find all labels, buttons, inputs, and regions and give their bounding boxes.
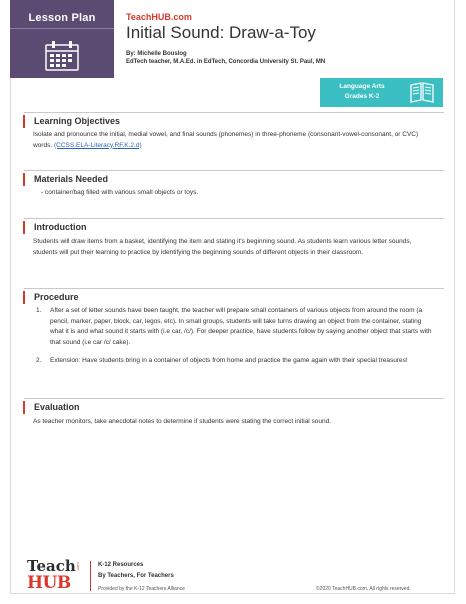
step-text: After a set of letter sounds have been taught, the teacher will prepare small containers of various objects from around the room (a pencil, marker, paper, block, car, legos, etc). In small groups, students will take turns drawing an object from the container, stating what it is and what sound it starts with (i.e car, /c/). For deeper practice, have students follow by saying another object that starts with that sound (i.e car /c/ cake). xyxy=(50,307,432,346)
step-number: 1. xyxy=(36,307,42,314)
section-accent-bar xyxy=(23,115,25,128)
logo-com: .com xyxy=(75,562,80,571)
standard-link[interactable]: (CCSS.ELA-Literacy.RF.K.2.d) xyxy=(53,141,142,149)
footer-tagline-1: K-12 Resources xyxy=(98,562,144,568)
grade-level: Grades K-2 xyxy=(344,93,380,100)
step-number: 2. xyxy=(36,357,42,364)
introduction-heading: Introduction xyxy=(34,222,87,232)
calendar-icon xyxy=(44,40,80,72)
procedure-step xyxy=(36,356,434,367)
logo-teach: Teach xyxy=(27,557,76,575)
evaluation-text: As teacher monitors, take anecdotal notes to determine if students were stating the correct initial sound. xyxy=(33,418,332,425)
procedure-heading: Procedure xyxy=(34,292,79,302)
objectives-section-header xyxy=(24,112,444,127)
author-role: EdTech teacher, M.A.Ed. in EdTech, Concordia University St. Paul, MN xyxy=(126,59,326,65)
subject-name: Language Arts xyxy=(339,83,385,90)
objectives-heading: Learning Objectives xyxy=(34,116,121,126)
page-title: Initial Sound: Draw-a-Toy xyxy=(126,23,316,42)
subject-text xyxy=(322,82,402,102)
teachhub-logo xyxy=(27,557,85,595)
evaluation-section-header xyxy=(24,398,444,413)
tab-label: Lesson Plan xyxy=(28,12,96,24)
section-accent-bar xyxy=(23,401,25,414)
book-icon xyxy=(409,81,435,103)
evaluation-heading: Evaluation xyxy=(34,402,80,412)
subject-badge xyxy=(320,78,443,107)
brand-name: TeachHUB.com xyxy=(126,12,192,22)
introduction-text: Students will draw items from a basket, identifying the item and stating it's beginning sound. As students learn various letter sounds, students will put their learning to practice by identifying the beginning sounds of different objects in their classroom. xyxy=(33,238,412,256)
materials-item: - container/bag filled with various small objects or toys. xyxy=(41,189,199,196)
section-accent-bar xyxy=(23,173,25,186)
objectives-description: Isolate and pronounce the initial, medial vowel, and final sounds (phonemes) in three-phoneme (consonant-vowel-consonant, or CVC) words. xyxy=(33,131,419,149)
author-name: By: Michelle Bouslog xyxy=(126,51,187,57)
procedure-section-header xyxy=(24,288,444,303)
section-accent-bar xyxy=(23,291,25,304)
objectives-text xyxy=(33,130,433,151)
footer-tagline-2: By Teachers, For Teachers xyxy=(98,573,174,579)
footer-copyright: ©2020 TeachHUB.com. All rights reserved. xyxy=(316,586,411,592)
tab-divider xyxy=(10,28,114,29)
materials-section-header xyxy=(24,170,444,185)
procedure-step xyxy=(36,306,434,348)
section-accent-bar xyxy=(23,221,25,234)
materials-heading: Materials Needed xyxy=(34,174,109,184)
logo-hub: HUB xyxy=(27,573,71,593)
step-text: Extension: Have students bring in a container of objects from home and practice the game again with their special treasures! xyxy=(50,357,408,364)
lesson-plan-tab xyxy=(10,0,114,78)
footer-divider xyxy=(90,561,91,591)
introduction-section-header xyxy=(24,218,444,233)
footer-provider: Provided by the K-12 Teachers Alliance xyxy=(98,586,185,592)
procedure-list xyxy=(36,306,434,375)
